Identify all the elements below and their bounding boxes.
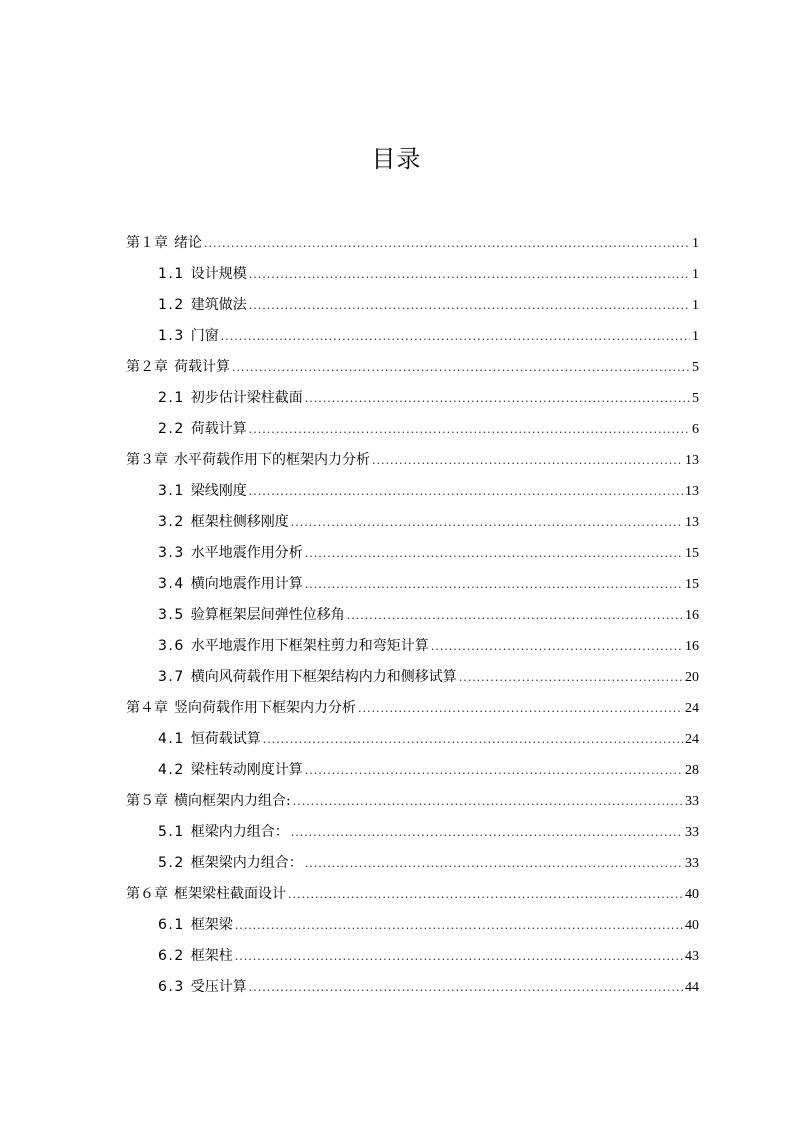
toc-entry-label: 横向风荷载作用下框架结构内力和侧移试算 (190, 669, 457, 685)
toc-entry-label: 门窗 (190, 328, 219, 344)
toc-chapter-entry[interactable] (126, 693, 699, 724)
toc-page-number: 24 (685, 701, 699, 716)
toc-section-entry[interactable] (126, 290, 699, 321)
toc-entry-number: 第３章 (126, 452, 168, 468)
toc-section-entry[interactable] (126, 631, 699, 662)
toc-page-number: 15 (685, 577, 699, 592)
toc-entry-label: 梁柱转动刚度计算 (190, 762, 303, 778)
toc-page-number: 40 (685, 918, 699, 933)
toc-page-number: 15 (685, 546, 699, 561)
toc-section-entry[interactable] (126, 476, 699, 507)
toc-entry-number: 第４章 (126, 700, 168, 716)
toc-dot-leader (305, 569, 683, 600)
toc-page-number: 20 (685, 670, 699, 685)
toc-dot-leader (288, 879, 683, 910)
toc-entry-number: 2.2 (158, 421, 185, 437)
toc-entry-title (158, 259, 247, 290)
toc-entry-label: 框架梁内力组合： (190, 855, 303, 871)
toc-page-number: 1 (692, 267, 699, 282)
toc-entry-label: 荷载计算 (190, 421, 247, 437)
toc-section-entry[interactable] (126, 910, 699, 941)
toc-dot-leader (249, 290, 690, 321)
toc-entry-title (158, 414, 247, 445)
toc-entry-title (126, 879, 286, 910)
toc-dot-leader (293, 786, 683, 817)
toc-entry-number: 5.2 (158, 855, 185, 871)
toc-entry-label: 横向地震作用计算 (190, 576, 303, 592)
toc-entry-number: 4.1 (158, 731, 185, 747)
toc-chapter-entry[interactable] (126, 228, 699, 259)
toc-dot-leader (249, 259, 690, 290)
toc-page-number: 13 (685, 515, 699, 530)
toc-section-entry[interactable] (126, 972, 699, 1003)
toc-entry-label: 建筑做法 (190, 297, 247, 313)
toc-dot-leader (431, 631, 683, 662)
toc-entry-title (158, 631, 429, 662)
toc-entry-number: 3.5 (158, 607, 185, 623)
toc-entry-title (158, 941, 233, 972)
toc-section-entry[interactable] (126, 755, 699, 786)
toc-page-number: 16 (685, 608, 699, 623)
toc-entry-label: 横向框架内力组合: (174, 793, 291, 809)
toc-entry-number: 4.2 (158, 762, 185, 778)
toc-entry-label: 受压计算 (190, 979, 247, 995)
table-of-contents (126, 228, 699, 1003)
toc-section-entry[interactable] (126, 538, 699, 569)
toc-page-number: 5 (692, 391, 699, 406)
toc-dot-leader (204, 228, 690, 259)
toc-chapter-entry[interactable] (126, 786, 699, 817)
toc-entry-number: 3.6 (158, 638, 185, 654)
toc-section-entry[interactable] (126, 817, 699, 848)
toc-page-number: 1 (692, 298, 699, 313)
toc-section-entry[interactable] (126, 259, 699, 290)
toc-entry-label: 框架柱侧移刚度 (190, 514, 289, 530)
toc-entry-label: 框架柱 (190, 948, 233, 964)
toc-entry-title (158, 817, 289, 848)
toc-dot-leader (221, 321, 690, 352)
toc-entry-number: 1.2 (158, 297, 185, 313)
toc-page-number: 5 (692, 360, 699, 375)
toc-page-number: 6 (692, 422, 699, 437)
toc-entry-label: 设计规模 (190, 266, 247, 282)
toc-dot-leader (459, 662, 683, 693)
toc-dot-leader (249, 476, 683, 507)
toc-dot-leader (249, 414, 690, 445)
toc-page-number: 33 (685, 856, 699, 871)
toc-entry-title (126, 228, 202, 259)
toc-entry-label: 框架梁柱截面设计 (174, 886, 286, 902)
toc-entry-label: 绪论 (174, 235, 202, 251)
toc-entry-title (158, 290, 247, 321)
toc-dot-leader (235, 910, 683, 941)
toc-page-number: 24 (685, 732, 699, 747)
toc-entry-title (158, 755, 303, 786)
toc-entry-number: 第５章 (126, 793, 168, 809)
toc-entry-title (158, 476, 247, 507)
toc-chapter-entry[interactable] (126, 352, 699, 383)
toc-page-number: 33 (685, 825, 699, 840)
toc-entry-title (158, 507, 289, 538)
toc-entry-title (158, 662, 457, 693)
toc-dot-leader (263, 724, 683, 755)
toc-dot-leader (235, 941, 683, 972)
toc-entry-label: 水平地震作用分析 (190, 545, 303, 561)
toc-entry-label: 荷载计算 (174, 359, 230, 375)
toc-dot-leader (291, 507, 683, 538)
toc-entry-title (126, 786, 291, 817)
toc-dot-leader (305, 755, 683, 786)
toc-entry-number: 1.3 (158, 328, 185, 344)
toc-entry-title (158, 972, 247, 1003)
toc-entry-label: 初步估计梁柱截面 (190, 390, 303, 406)
toc-entry-label: 框架梁 (190, 917, 233, 933)
toc-entry-number: 1.1 (158, 266, 185, 282)
toc-entry-title (158, 383, 303, 414)
toc-entry-number: 第１章 (126, 235, 168, 251)
toc-page-number: 44 (685, 980, 699, 995)
toc-entry-title (158, 600, 345, 631)
toc-page-number: 1 (692, 329, 699, 344)
toc-entry-number: 第６章 (126, 886, 168, 902)
toc-entry-number: 第２章 (126, 359, 168, 375)
toc-section-entry[interactable] (126, 724, 699, 755)
toc-section-entry[interactable] (126, 321, 699, 352)
toc-section-entry[interactable] (126, 507, 699, 538)
toc-entry-label: 水平地震作用下框架柱剪力和弯矩计算 (190, 638, 429, 654)
toc-page-number: 40 (685, 887, 699, 902)
toc-entry-number: 3.7 (158, 669, 185, 685)
toc-entry-title (158, 848, 303, 879)
toc-entry-number: 6.3 (158, 979, 185, 995)
toc-page-number: 16 (685, 639, 699, 654)
toc-entry-label: 竖向荷载作用下框架内力分析 (174, 700, 356, 716)
toc-entry-number: 5.1 (158, 824, 185, 840)
toc-entry-title (126, 445, 370, 476)
toc-entry-label: 水平荷载作用下的框架内力分析 (174, 452, 370, 468)
toc-page-number: 43 (685, 949, 699, 964)
toc-section-entry[interactable] (126, 414, 699, 445)
toc-entry-label: 验算框架层间弹性位移角 (190, 607, 345, 623)
toc-entry-title (126, 693, 356, 724)
toc-entry-number: 2.1 (158, 390, 185, 406)
toc-entry-number: 3.1 (158, 483, 185, 499)
toc-entry-title (158, 724, 261, 755)
toc-entry-number: 3.3 (158, 545, 185, 561)
toc-dot-leader (372, 445, 683, 476)
toc-entry-number: 6.1 (158, 917, 185, 933)
toc-chapter-entry[interactable] (126, 879, 699, 910)
toc-page-number: 13 (685, 484, 699, 499)
toc-dot-leader (305, 538, 683, 569)
toc-section-entry[interactable] (126, 600, 699, 631)
toc-entry-number: 6.2 (158, 948, 185, 964)
toc-page-number: 13 (685, 453, 699, 468)
toc-dot-leader (305, 848, 683, 879)
toc-dot-leader (291, 817, 683, 848)
toc-entry-title (158, 321, 219, 352)
toc-entry-title (126, 352, 230, 383)
page-title: 目录 (371, 145, 422, 173)
toc-dot-leader (305, 383, 690, 414)
toc-dot-leader (358, 693, 683, 724)
toc-section-entry[interactable] (126, 848, 699, 879)
toc-entry-number: 3.2 (158, 514, 185, 530)
toc-entry-title (158, 569, 303, 600)
toc-section-entry[interactable] (126, 383, 699, 414)
toc-page-number: 28 (685, 763, 699, 778)
toc-page-number: 33 (685, 794, 699, 809)
toc-page-number: 1 (692, 236, 699, 251)
toc-dot-leader (347, 600, 683, 631)
toc-entry-label: 框梁内力组合： (190, 824, 289, 840)
toc-dot-leader (232, 352, 690, 383)
toc-dot-leader (249, 972, 683, 1003)
toc-entry-title (158, 910, 233, 941)
toc-entry-number: 3.4 (158, 576, 185, 592)
toc-section-entry[interactable] (126, 662, 699, 693)
toc-entry-title (158, 538, 303, 569)
toc-entry-label: 恒荷载试算 (190, 731, 261, 747)
toc-section-entry[interactable] (126, 569, 699, 600)
toc-section-entry[interactable] (126, 941, 699, 972)
toc-entry-label: 梁线刚度 (190, 483, 247, 499)
toc-chapter-entry[interactable] (126, 445, 699, 476)
